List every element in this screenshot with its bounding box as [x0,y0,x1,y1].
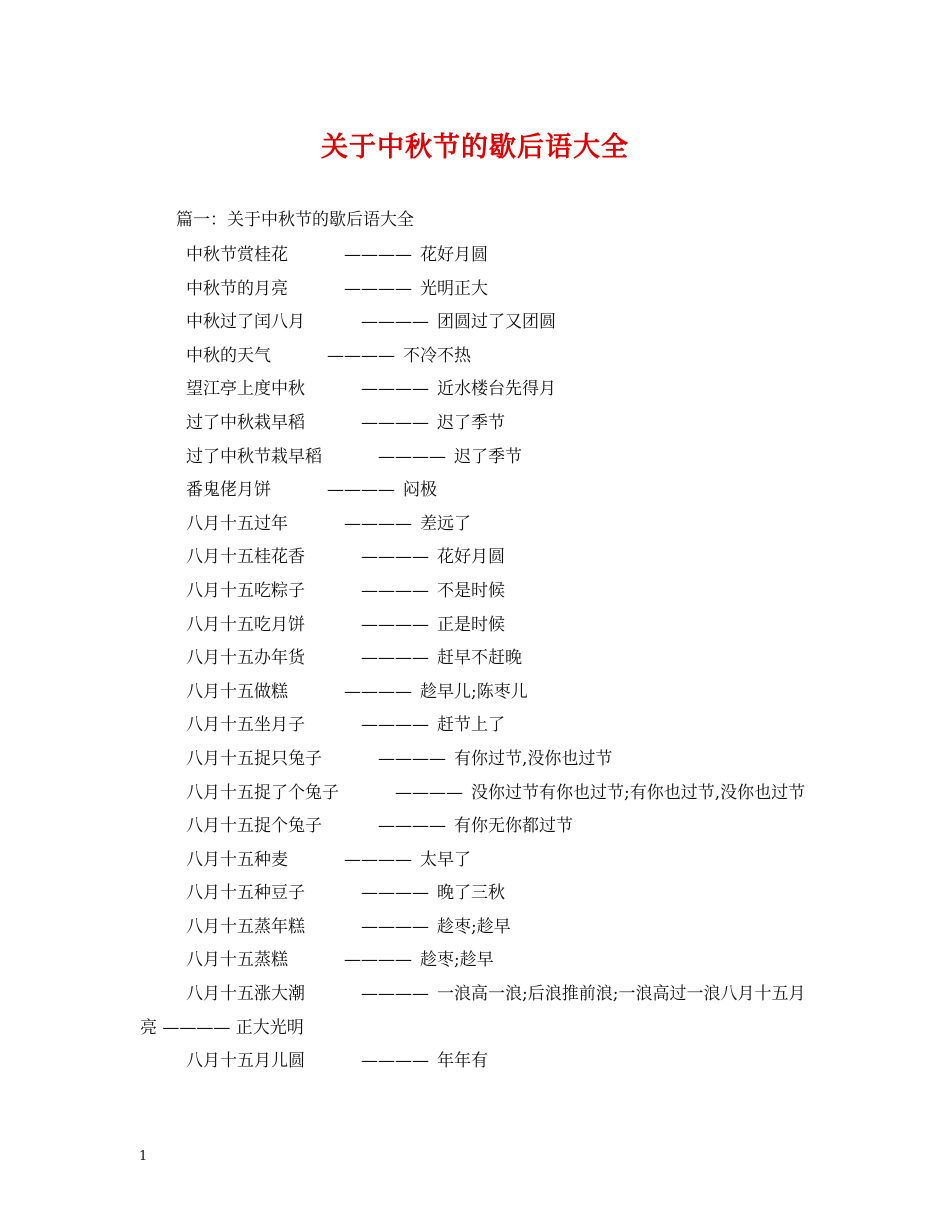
proverb-riddle: 八月十五月儿圆 [186,1051,305,1072]
separator-dash: ———— [378,748,446,769]
proverb-entry [140,508,818,542]
proverb-entry [140,777,818,811]
proverb-riddle: 八月十五蒸糕 [186,950,288,971]
proverb-list [140,239,818,1079]
proverb-entry [140,642,818,676]
proverb-riddle: 八月十五捉个兔子 [186,816,322,837]
separator-dash: ———— [361,916,429,937]
proverb-riddle: 番鬼佬月饼 [186,480,271,501]
separator-dash: ———— [378,446,446,467]
proverb-riddle: 八月十五捉只兔子 [186,748,322,769]
proverb-answer: 趁早儿;陈枣儿 [420,681,528,702]
proverb-riddle: 过了中秋栽早稻 [186,412,305,433]
separator-dash: ———— [361,412,429,433]
proverb-entry [140,541,818,575]
proverb-entry [140,877,818,911]
proverb-answer: 有你过节,没你也过节 [454,748,613,769]
proverb-entry [140,709,818,743]
proverb-entry [140,743,818,777]
proverb-answer: 近水楼台先得月 [437,379,556,400]
proverb-riddle: 八月十五坐月子 [186,715,305,736]
proverb-entry [140,911,818,945]
separator-dash: ———— [395,782,463,803]
proverb-riddle: 望江亭上度中秋 [186,379,305,400]
separator-dash: ———— [361,984,429,1005]
proverb-entry [140,474,818,508]
proverb-entry [140,978,818,1045]
proverb-entry [140,239,818,273]
separator-dash: ———— [361,580,429,601]
proverb-answer: 光明正大 [420,278,488,299]
separator-dash: ———— [361,547,429,568]
proverb-riddle: 中秋过了闰八月 [186,312,305,333]
proverb-riddle: 中秋节的月亮 [186,278,288,299]
proverb-answer: 赶节上了 [437,715,505,736]
proverb-answer: 趁枣;趁早 [437,916,511,937]
proverb-riddle: 八月十五做糕 [186,681,288,702]
proverb-answer: 迟了季节 [437,412,505,433]
proverb-answer: 不冷不热 [403,345,471,366]
proverb-answer: 不是时候 [437,580,505,601]
proverb-riddle: 八月十五种豆子 [186,883,305,904]
separator-dash: ———— [344,849,412,870]
separator-dash: ———— [361,1051,429,1072]
proverb-entry [140,441,818,475]
proverb-entry [140,340,818,374]
proverb-answer: 晚了三秋 [437,883,505,904]
proverb-answer: 迟了季节 [454,446,522,467]
proverb-entry [140,844,818,878]
separator-dash: ———— [361,883,429,904]
proverb-answer: 差远了 [420,513,471,534]
proverb-answer: 太早了 [420,849,471,870]
page-title: 关于中秋节的歇后语大全 [321,132,629,163]
separator-dash: ———— [361,648,429,669]
proverb-riddle: 八月十五吃月饼 [186,614,305,635]
proverb-entry [140,407,818,441]
proverb-entry [140,609,818,643]
proverb-entry [140,1045,818,1079]
separator-dash: ———— [344,950,412,971]
section-heading: 篇一：关于中秋节的歇后语大全 [176,210,414,230]
proverb-riddle: 八月十五过年 [186,513,288,534]
proverb-answer: 年年有 [437,1051,488,1072]
proverb-entry [140,306,818,340]
separator-dash: ———— [344,245,412,265]
proverb-answer: 正是时候 [437,614,505,635]
proverb-answer: 闷极 [403,480,437,501]
proverb-riddle: 八月十五涨大潮 [186,984,305,1005]
proverb-riddle: 八月十五蒸年糕 [186,916,305,937]
proverb-entry [140,676,818,710]
proverb-riddle: 八月十五吃粽子 [186,580,305,601]
proverb-answer: 赶早不赶晚 [437,648,522,669]
proverb-riddle: 八月十五桂花香 [186,547,305,568]
proverb-entry [140,273,818,307]
separator-dash: ———— [344,278,412,299]
separator-dash: ———— [327,345,395,366]
proverb-entry [140,373,818,407]
proverb-entry [140,944,818,978]
separator-dash: ———— [361,715,429,736]
proverb-answer: 有你无你都过节 [454,816,573,837]
proverb-riddle: 八月十五种麦 [186,849,288,870]
proverb-riddle: 中秋的天气 [186,345,271,366]
separator-dash: ———— [361,614,429,635]
proverb-riddle: 八月十五捉了个兔子 [186,782,339,803]
proverb-answer: 花好月圆 [420,245,488,265]
proverb-entry [140,575,818,609]
proverb-answer: 没你过节有你也过节;有你也过节,没你也过节 [471,782,806,803]
separator-dash: ———— [361,312,429,333]
separator-dash: ———— [378,816,446,837]
proverb-answer: 团圆过了又团圆 [437,312,556,333]
page-number: 1 [139,1149,148,1164]
proverb-riddle: 过了中秋节栽早稻 [186,446,322,467]
proverb-answer: 一浪高一浪;后浪推前浪;一浪高过一浪八月十五月亮 ———— 正大光明 [140,984,806,1038]
separator-dash: ———— [344,513,412,534]
proverb-riddle: 中秋节赏桂花 [186,245,288,265]
separator-dash: ———— [344,681,412,702]
separator-dash: ———— [361,379,429,400]
proverb-entry [140,810,818,844]
proverb-answer: 趁枣;趁早 [420,950,494,971]
proverb-answer: 花好月圆 [437,547,505,568]
proverb-riddle: 八月十五办年货 [186,648,305,669]
separator-dash: ———— [327,480,395,501]
